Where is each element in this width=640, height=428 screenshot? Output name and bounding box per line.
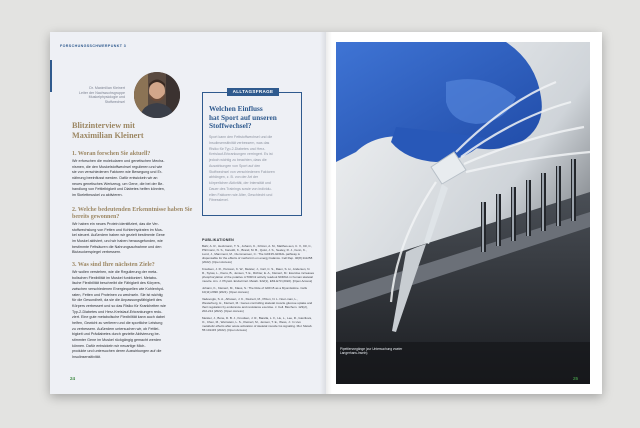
- box-line: Sport kann den Fettstoffwechsel und die: [209, 135, 273, 139]
- box-title-line: Welchen Einfluss: [209, 104, 263, 113]
- question-heading: 1. Woran forschen Sie aktuell?: [72, 151, 151, 157]
- caption-line: Muskelphysiologie und: [88, 95, 125, 100]
- answer-line: helfen, Gewicht zu verlieren und die sportliche Leistung: [72, 320, 163, 325]
- question-heading: 2. Welche bedeutenden Erkenntnisse haben Sie bereits gewonnen?: [72, 207, 193, 220]
- answer-text: [72, 270, 198, 361]
- answer-line: im Muskel aktiviert, und wir haben herausgefunden, wie: [72, 238, 163, 243]
- box-title: [209, 105, 299, 131]
- answer-line: produkte und untersuchen deren Auswirkungen auf die: [72, 349, 162, 354]
- page-number-right: 25: [573, 376, 579, 381]
- box-line: körperlichen Aktivität, der Intensität und: [209, 181, 271, 185]
- lab-pipette-photo: [336, 42, 590, 384]
- answer-line: handlung von Fettleibigkeit und Diabetes helfen könnten,: [72, 187, 165, 192]
- answer-line: bigkeit und Prädiabetes durch gezielte Aktivierung be-: [72, 332, 160, 337]
- answer-line: Wir wollen verstehen, wie die Regulierung der meta-: [72, 270, 158, 274]
- question-1: [72, 151, 198, 199]
- box-line: Risiko für Typ-2-Diabetes und Herz-: [209, 146, 266, 151]
- portrait-photo: [134, 72, 180, 118]
- box-line: ellen Faktoren wie Alter, Geschlecht und: [209, 192, 273, 197]
- box-line: Kreislauf-Erkrankungen verringert. Es ist: [209, 152, 273, 157]
- answer-line: zu verbessern. Außerdem untersuchen wir, ob Fettlei-: [72, 326, 160, 331]
- answer-line: stoffwechslung von Fetten und Kohlenhydraten im Mus-: [72, 227, 163, 232]
- question-2: [72, 207, 198, 256]
- box-line: jedoch wichtig zu beachten, dass die: [209, 158, 267, 162]
- answer-line: Wir haben ein neues Protein identifiziert, das die Ver-: [72, 222, 159, 226]
- everyday-question-tag: ALLTAGSFRAGE: [227, 88, 279, 96]
- caption-line: Stoffwechsel: [104, 99, 125, 104]
- answer-line: sie von verschiedenen Faktoren wie Bewegung und Er-: [72, 170, 163, 175]
- answer-line: lische Flexibilität beschreibt die Fähigkeit des Körpers,: [72, 281, 161, 286]
- answer-line: kel steuert. Außerdem haben wir gezielt bestimmte Gene: [72, 233, 165, 238]
- caption-line: Dr. Maximilian Kleinert: [89, 86, 125, 90]
- publications: [202, 238, 314, 335]
- answer-line: können. Dafür entwickeln wir neuartige Mich-: [72, 343, 146, 348]
- page-number-left: 24: [70, 376, 76, 381]
- page-gutter: [320, 32, 332, 394]
- answer-line: Insulinsensitivität.: [72, 354, 101, 359]
- answer-line: stimmter Gene im Muskel rückgängig gemacht werden: [72, 337, 162, 342]
- answer-line: raten, Fetten und Proteinen zu wechseln. Sie ist wichtig: [72, 292, 163, 297]
- answer-text: [72, 222, 198, 256]
- caption-line: Leiter der Nachwuchsgruppe: [79, 90, 125, 95]
- answer-line: Wir erforschen die molekularen und genetischen Mecha-: [72, 159, 165, 163]
- publication-entry: Johann, K., Kleinert, M., Klaus, S.: The Role of GDF15 as a Myomitokine. Cells 10(11):2990 (2021). [Open Access]: [202, 285, 307, 294]
- answer-line: ziert. Eine gute metabolische Flexibilität kann auch dabei: [72, 315, 165, 320]
- photo-caption: [340, 347, 480, 355]
- answer-line: Typ-2-Diabetes und Herz-Kreislauf-Erkrankungen redu-: [72, 309, 163, 314]
- answer-line: Blutzuckerspiegel verbessern.: [72, 250, 122, 255]
- box-line: abhängen, z. B. von der Art der: [209, 175, 259, 180]
- photo-caption-line: Pipettiervorgänge (zur Untersuchung zweier: [340, 347, 403, 351]
- everyday-question-box: [202, 92, 302, 216]
- question-heading: 3. Was sind Ihre nächsten Ziele?: [72, 262, 155, 268]
- box-line: Stoffwechsel von verschiedenen Faktoren: [209, 169, 275, 174]
- box-title-line: hat Sport auf unseren: [209, 112, 277, 122]
- box-line: Auswirkungen von Sport auf den: [209, 163, 261, 168]
- answer-line: bestimmte Fettsäuren die Nahrungsaufnahme und den: [72, 244, 162, 249]
- answer-line: im Skelettmuskel zu aktivieren.: [72, 192, 123, 197]
- answer-line: Körpers verbessert und so das Risiko für Krankheiten wie: [72, 303, 166, 308]
- publication-entry: Meister, J., Bone, D. B. J., Knudsen, J. R., Barella, L. F., Liu, L., Lee, R., Gavrilova, O., Chen, M., Weinstein, L. S., Kleinert, M., Jensen, T. E., Wess, J.: In vivo metabolic effects after acute activation of skeletal muscle Gs signaling. Mol. Metab. 55:101415 (2022). [Open Access]: [202, 315, 313, 332]
- box-line: Fitnesslevel.: [209, 198, 229, 203]
- box-title-line: Stoffwechsel?: [209, 121, 252, 131]
- box-text: [209, 135, 297, 204]
- box-line: Dauer des Trainings sowie von individu-: [209, 186, 272, 191]
- section-label: FORSCHUNGSSCHWERPUNKT 3: [60, 44, 127, 48]
- question-3: [72, 262, 198, 361]
- interview-title-line: Maximilian Kleinert: [72, 131, 144, 140]
- answer-line: nismen, die den Muskelstoffwechsel regulieren und wie: [72, 164, 163, 169]
- answer-line: neues genetisches Werkzeug, um Gene, die bei der Be-: [72, 181, 164, 186]
- interview-title-line: Blitzinterview mit: [72, 121, 135, 130]
- box-line: Insulinsensitivität verbessern, was das: [209, 140, 270, 145]
- answer-line: für die Gesundheit, da sie die Anpassungsfähigkeit des: [72, 298, 162, 303]
- answer-line: zwischen verschiedenen Energiequellen wie Kohlenhyd-: [72, 286, 165, 291]
- publication-entry: Bahr, A. R., Heckmann, T. S., Johann, K., Fritzen, A. M., Matthes-sen, C. V., Dil, C., Pfirrmann, N. S., Kanoldt, K., Brand, M. B., Quist, J. S., Seeley, R. J., Fenn, K., Lund, J., Mamment, M., Clemmensen, C.: The GDF15-GFRAL pathway is dispensable for the effects of metformin on energy balance. Cell Rep. 40(8):111258 (2022). [Open Access]: [202, 243, 313, 264]
- answer-text: [72, 159, 198, 199]
- publication-entry: Vadevoglu, S. A., Alhusen, J. K., Kleinert, M., Pilzen, N. L. Noor-man, L., Westerberg, H., Kleinert, M.: Genes controlling skeletal muscle glucose uptake and their regulation by endurance and resistance exercise. J. Cell. Biochem. 123(2), 202-214 (2022). [Open Access]: [202, 296, 313, 313]
- answer-line: nährung beeinflusst werden. Dafür entwickeln wir an: [72, 175, 158, 180]
- photo-caption-line: Langerhans-Inseln): [340, 351, 368, 356]
- portrait-caption: [37, 86, 125, 104]
- publication-entry: Knudsen, J. R., Persson, K. W., Meister, J., Carl, C. S., Raun, S. H., Andersen, N. R., Sylow, L., Kiens, B., Jensen, T. E., Richter, E. A., Kleinert, M.: Exercise increases phosphorylation of the putative mTORC2 activity readout NDRG1 in human skeletal muscle. Am. J. Physiol. Endocrinol. Metab. 322(1), E63-E73 (2022). [Open Access]: [202, 266, 314, 283]
- publications-heading: PUBLIKATIONEN: [202, 238, 234, 242]
- answer-line: bolischen Flexibilität im Muskel funktioniert. Metabo-: [72, 275, 158, 280]
